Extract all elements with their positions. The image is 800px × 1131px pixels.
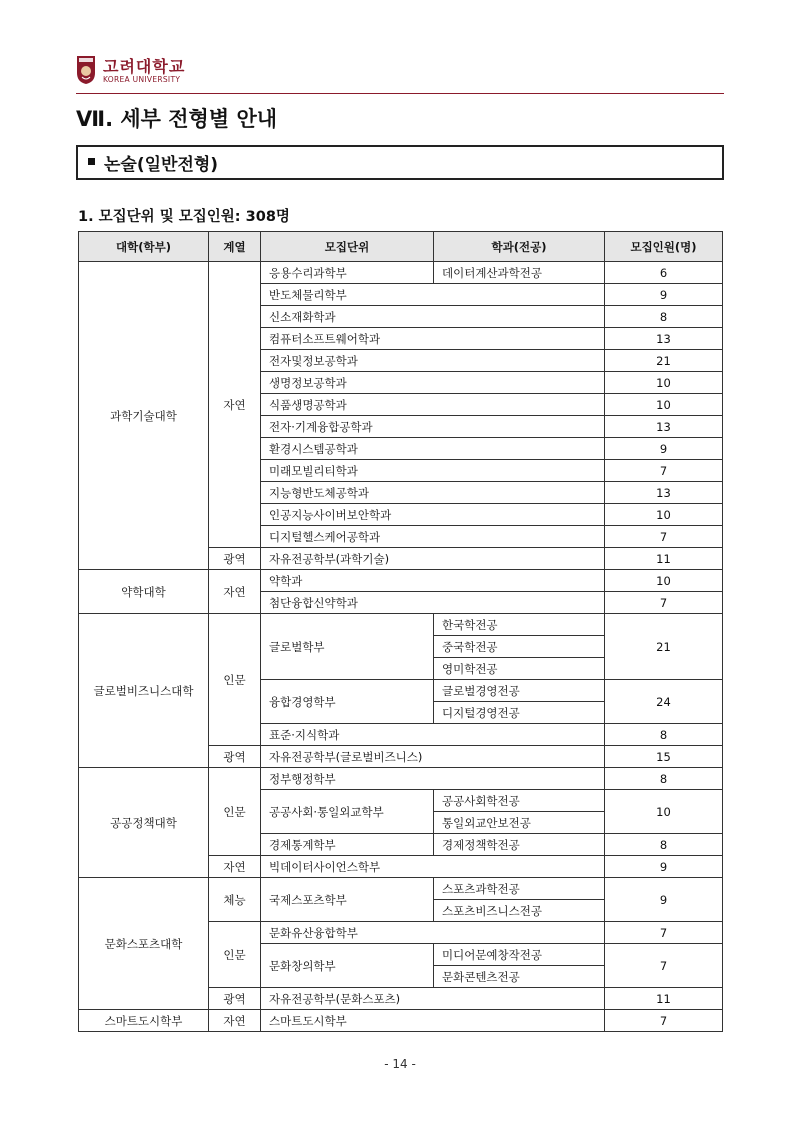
unit-cell: 빅데이터사이언스학부	[261, 856, 605, 878]
subsection-title: 1. 모집단위 및 모집인원: 308명	[78, 209, 290, 225]
page-header	[76, 53, 724, 94]
recruitment-table	[78, 231, 723, 1032]
unit-cell: 자유전공학부(과학기술)	[261, 548, 605, 570]
admission-type-box	[76, 145, 724, 180]
table-header-row	[79, 232, 723, 262]
unit-cell: 신소재화학과	[261, 306, 605, 328]
major-cell: 영미학전공	[434, 658, 605, 680]
unit-cell: 경제통계학부	[261, 834, 434, 856]
count-cell: 24	[605, 680, 723, 724]
unit-cell: 표준·지식학과	[261, 724, 605, 746]
count-cell: 7	[605, 592, 723, 614]
unit-cell: 전자및정보공학과	[261, 350, 605, 372]
table-row	[79, 1010, 723, 1032]
unit-cell: 인공지능사이버보안학과	[261, 504, 605, 526]
unit-cell: 컴퓨터소프트웨어학과	[261, 328, 605, 350]
major-cell: 디지털경영전공	[434, 702, 605, 724]
field-cell: 체능	[209, 878, 261, 922]
count-cell: 13	[605, 416, 723, 438]
count-cell: 8	[605, 306, 723, 328]
count-cell: 8	[605, 724, 723, 746]
major-cell: 통일외교안보전공	[434, 812, 605, 834]
unit-cell: 생명정보공학과	[261, 372, 605, 394]
unit-cell: 공공사회·통일외교학부	[261, 790, 434, 834]
unit-cell: 반도체물리학부	[261, 284, 605, 306]
major-cell: 중국학전공	[434, 636, 605, 658]
major-cell: 데이터계산과학전공	[434, 262, 605, 284]
unit-cell: 지능형반도체공학과	[261, 482, 605, 504]
unit-cell: 디지털헬스케어공학과	[261, 526, 605, 548]
unit-cell: 글로벌학부	[261, 614, 434, 680]
field-cell: 인문	[209, 922, 261, 988]
page-number: - 14 -	[384, 1057, 416, 1071]
header-college: 대학(학부)	[79, 232, 209, 262]
unit-cell: 약학과	[261, 570, 605, 592]
header-unit: 모집단위	[261, 232, 434, 262]
unit-cell: 식품생명공학과	[261, 394, 605, 416]
table-row	[79, 614, 723, 636]
unit-cell: 미래모빌리티학과	[261, 460, 605, 482]
field-cell: 자연	[209, 570, 261, 614]
unit-cell: 자유전공학부(글로벌비즈니스)	[261, 746, 605, 768]
count-cell: 6	[605, 262, 723, 284]
count-cell: 8	[605, 834, 723, 856]
header-count: 모집인원(명)	[605, 232, 723, 262]
major-cell: 공공사회학전공	[434, 790, 605, 812]
major-cell: 글로벌경영전공	[434, 680, 605, 702]
count-cell: 7	[605, 526, 723, 548]
count-cell: 11	[605, 548, 723, 570]
field-cell: 광역	[209, 746, 261, 768]
college-cell: 약학대학	[79, 570, 209, 614]
logo-english-text: KOREA UNIVERSITY	[103, 75, 181, 84]
university-crest-icon	[76, 55, 96, 85]
unit-cell: 문화유산융합학부	[261, 922, 605, 944]
count-cell: 10	[605, 394, 723, 416]
college-cell: 글로벌비즈니스대학	[79, 614, 209, 768]
unit-cell: 융합경영학부	[261, 680, 434, 724]
field-cell: 인문	[209, 614, 261, 746]
college-cell: 과학기술대학	[79, 262, 209, 570]
college-cell: 공공정책대학	[79, 768, 209, 878]
count-cell: 10	[605, 790, 723, 834]
count-cell: 8	[605, 768, 723, 790]
college-cell: 스마트도시학부	[79, 1010, 209, 1032]
major-cell: 한국학전공	[434, 614, 605, 636]
unit-cell: 스마트도시학부	[261, 1010, 605, 1032]
count-cell: 9	[605, 284, 723, 306]
field-cell: 자연	[209, 1010, 261, 1032]
field-cell: 자연	[209, 262, 261, 548]
field-cell: 인문	[209, 768, 261, 856]
field-cell: 광역	[209, 548, 261, 570]
count-cell: 15	[605, 746, 723, 768]
unit-cell: 정부행정학부	[261, 768, 605, 790]
count-cell: 9	[605, 438, 723, 460]
count-cell: 10	[605, 372, 723, 394]
field-cell: 자연	[209, 856, 261, 878]
major-cell: 경제정책학전공	[434, 834, 605, 856]
count-cell: 13	[605, 482, 723, 504]
section-title: Ⅶ. 세부 전형별 안내	[76, 107, 278, 131]
count-cell: 7	[605, 944, 723, 988]
college-cell: 문화스포츠대학	[79, 878, 209, 1010]
admission-type-title: 논술(일반전형)	[104, 155, 219, 175]
unit-cell: 자유전공학부(문화스포츠)	[261, 988, 605, 1010]
count-cell: 7	[605, 922, 723, 944]
count-cell: 10	[605, 570, 723, 592]
count-cell: 21	[605, 350, 723, 372]
major-cell: 스포츠과학전공	[434, 878, 605, 900]
table-row	[79, 262, 723, 284]
count-cell: 13	[605, 328, 723, 350]
unit-cell: 문화창의학부	[261, 944, 434, 988]
header-major: 학과(전공)	[434, 232, 605, 262]
unit-cell: 첨단융합신약학과	[261, 592, 605, 614]
count-cell: 10	[605, 504, 723, 526]
unit-cell: 국제스포츠학부	[261, 878, 434, 922]
table-row	[79, 878, 723, 900]
field-cell: 광역	[209, 988, 261, 1010]
major-cell: 미디어문예창작전공	[434, 944, 605, 966]
count-cell: 7	[605, 1010, 723, 1032]
table-row	[79, 768, 723, 790]
logo-korean-text: 고려대학교	[103, 57, 186, 76]
square-bullet-icon	[88, 158, 95, 165]
unit-cell: 전자·기계융합공학과	[261, 416, 605, 438]
major-cell: 문화콘텐츠전공	[434, 966, 605, 988]
count-cell: 9	[605, 856, 723, 878]
major-cell: 스포츠비즈니스전공	[434, 900, 605, 922]
count-cell: 21	[605, 614, 723, 680]
table-row	[79, 570, 723, 592]
header-field: 계열	[209, 232, 261, 262]
count-cell: 11	[605, 988, 723, 1010]
unit-cell: 응용수리과학부	[261, 262, 434, 284]
count-cell: 9	[605, 878, 723, 922]
unit-cell: 환경시스템공학과	[261, 438, 605, 460]
count-cell: 7	[605, 460, 723, 482]
